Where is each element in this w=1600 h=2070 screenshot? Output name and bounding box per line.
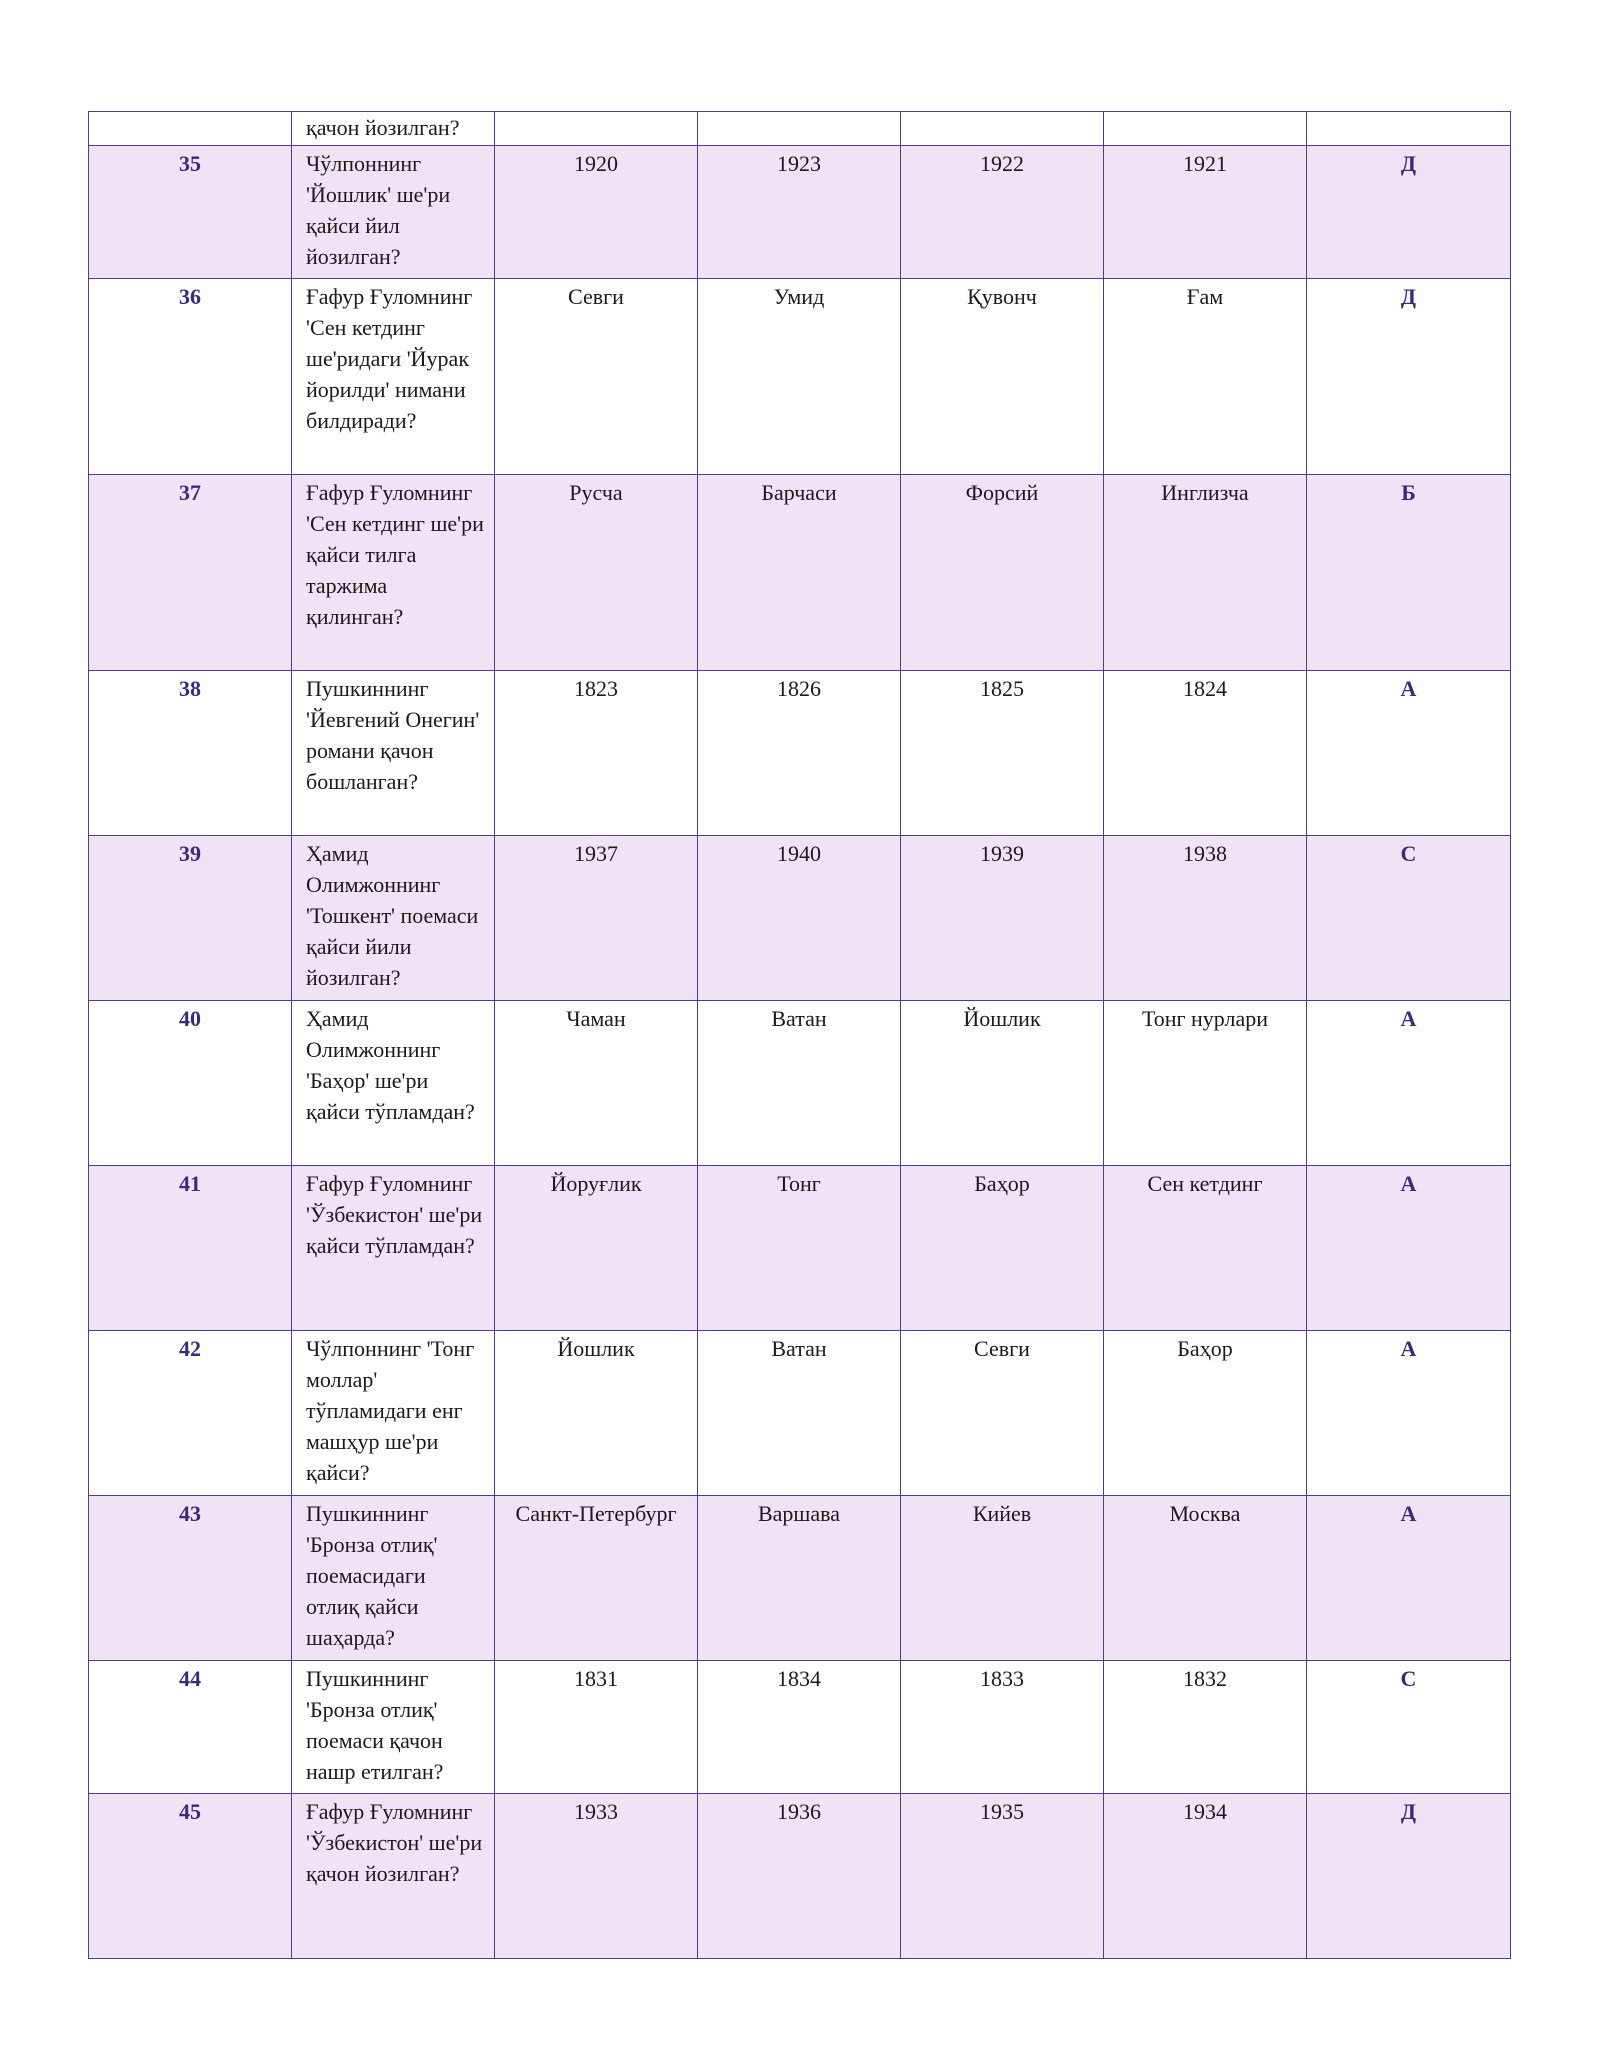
option-c xyxy=(901,112,1104,146)
table-row xyxy=(89,836,1511,1001)
table-row xyxy=(89,1794,1511,1959)
option-c: Кийев xyxy=(901,1496,1104,1661)
question-text: қачон йозилган? xyxy=(292,112,495,146)
table-row xyxy=(89,475,1511,671)
correct-answer: Д xyxy=(1307,1794,1511,1959)
correct-answer: А xyxy=(1307,1496,1511,1661)
question-text: Ғафур Ғуломнинг 'Ўзбекистон' ше'ри қачон йозилган? xyxy=(292,1794,495,1959)
correct-answer: Д xyxy=(1307,279,1511,475)
quiz-table xyxy=(88,111,1511,1959)
option-c: Йошлик xyxy=(901,1001,1104,1166)
option-b: 1940 xyxy=(698,836,901,1001)
option-d: Ғам xyxy=(1104,279,1307,475)
option-d: 1832 xyxy=(1104,1661,1307,1794)
option-a: 1823 xyxy=(495,671,698,836)
option-c: 1922 xyxy=(901,146,1104,279)
correct-answer: Д xyxy=(1307,146,1511,279)
table-row xyxy=(89,146,1511,279)
correct-answer: А xyxy=(1307,1166,1511,1331)
option-d: 1934 xyxy=(1104,1794,1307,1959)
question-number xyxy=(89,112,292,146)
question-text: Ҳамид Олимжоннинг 'Тошкент' поемаси қайси йили йозилган? xyxy=(292,836,495,1001)
option-d: Сен кетдинг xyxy=(1104,1166,1307,1331)
option-a: 1831 xyxy=(495,1661,698,1794)
table-row xyxy=(89,1661,1511,1794)
option-d: Москва xyxy=(1104,1496,1307,1661)
question-number: 41 xyxy=(89,1166,292,1331)
question-number: 44 xyxy=(89,1661,292,1794)
table-row xyxy=(89,671,1511,836)
option-c: 1833 xyxy=(901,1661,1104,1794)
option-d: 1824 xyxy=(1104,671,1307,836)
option-c: 1939 xyxy=(901,836,1104,1001)
correct-answer: Б xyxy=(1307,475,1511,671)
question-text: Ғафур Ғуломнинг 'Сен кетдинг ше'ридаги 'Йурак йорилди' нимани билдиради? xyxy=(292,279,495,475)
question-number: 45 xyxy=(89,1794,292,1959)
option-b: Ватан xyxy=(698,1001,901,1166)
option-d: Баҳор xyxy=(1104,1331,1307,1496)
question-number: 35 xyxy=(89,146,292,279)
option-d: 1921 xyxy=(1104,146,1307,279)
option-b: 1936 xyxy=(698,1794,901,1959)
option-a: Санкт-Петербург xyxy=(495,1496,698,1661)
question-text: Ҳамид Олимжоннинг 'Баҳор' ше'ри қайси тўпламдан? xyxy=(292,1001,495,1166)
question-text: Чўлпоннинг 'Йошлик' ше'ри қайси йил йозилган? xyxy=(292,146,495,279)
option-a: Йошлик xyxy=(495,1331,698,1496)
correct-answer: А xyxy=(1307,671,1511,836)
question-text: Пушкиннинг 'Бронза отлиқ' поемаси қачон нашр етилган? xyxy=(292,1661,495,1794)
option-c: Қувонч xyxy=(901,279,1104,475)
option-d xyxy=(1104,112,1307,146)
question-number: 43 xyxy=(89,1496,292,1661)
option-c: Форсий xyxy=(901,475,1104,671)
correct-answer: А xyxy=(1307,1001,1511,1166)
option-a: 1933 xyxy=(495,1794,698,1959)
option-d: Тонг нурлари xyxy=(1104,1001,1307,1166)
table-row xyxy=(89,279,1511,475)
option-a: Севги xyxy=(495,279,698,475)
table-row xyxy=(89,1001,1511,1166)
option-b: Ватан xyxy=(698,1331,901,1496)
question-text: Пушкиннинг 'Бронза отлиқ' поемасидаги отлиқ қайси шаҳарда? xyxy=(292,1496,495,1661)
option-b: 1923 xyxy=(698,146,901,279)
table-row xyxy=(89,1496,1511,1661)
option-b xyxy=(698,112,901,146)
correct-answer: А xyxy=(1307,1331,1511,1496)
table-row xyxy=(89,1166,1511,1331)
option-b: 1834 xyxy=(698,1661,901,1794)
question-number: 36 xyxy=(89,279,292,475)
option-a: Русча xyxy=(495,475,698,671)
option-b: 1826 xyxy=(698,671,901,836)
question-number: 39 xyxy=(89,836,292,1001)
continuation-row xyxy=(89,112,1511,146)
correct-answer: С xyxy=(1307,836,1511,1001)
option-a xyxy=(495,112,698,146)
option-a: 1937 xyxy=(495,836,698,1001)
option-b: Умид xyxy=(698,279,901,475)
question-text: Пушкиннинг 'Йевгений Онегин' романи қачон бошланган? xyxy=(292,671,495,836)
question-number: 38 xyxy=(89,671,292,836)
correct-answer: С xyxy=(1307,1661,1511,1794)
correct-answer xyxy=(1307,112,1511,146)
option-d: 1938 xyxy=(1104,836,1307,1001)
option-b: Тонг xyxy=(698,1166,901,1331)
option-b: Варшава xyxy=(698,1496,901,1661)
question-text: Ғафур Ғуломнинг 'Сен кетдинг ше'ри қайси тилга таржима қилинган? xyxy=(292,475,495,671)
option-c: Баҳор xyxy=(901,1166,1104,1331)
option-a: Йоруғлик xyxy=(495,1166,698,1331)
option-a: Чаман xyxy=(495,1001,698,1166)
question-number: 40 xyxy=(89,1001,292,1166)
option-d: Инглизча xyxy=(1104,475,1307,671)
option-c: 1935 xyxy=(901,1794,1104,1959)
quiz-table-body xyxy=(89,112,1511,1959)
question-number: 42 xyxy=(89,1331,292,1496)
option-c: Севги xyxy=(901,1331,1104,1496)
option-a: 1920 xyxy=(495,146,698,279)
question-number: 37 xyxy=(89,475,292,671)
option-c: 1825 xyxy=(901,671,1104,836)
option-b: Барчаси xyxy=(698,475,901,671)
question-text: Ғафур Ғуломнинг 'Ўзбекистон' ше'ри қайси тўпламдан? xyxy=(292,1166,495,1331)
question-text: Чўлпоннинг 'Тонг моллар' тўпламидаги енг машҳур ше'ри қайси? xyxy=(292,1331,495,1496)
table-row xyxy=(89,1331,1511,1496)
